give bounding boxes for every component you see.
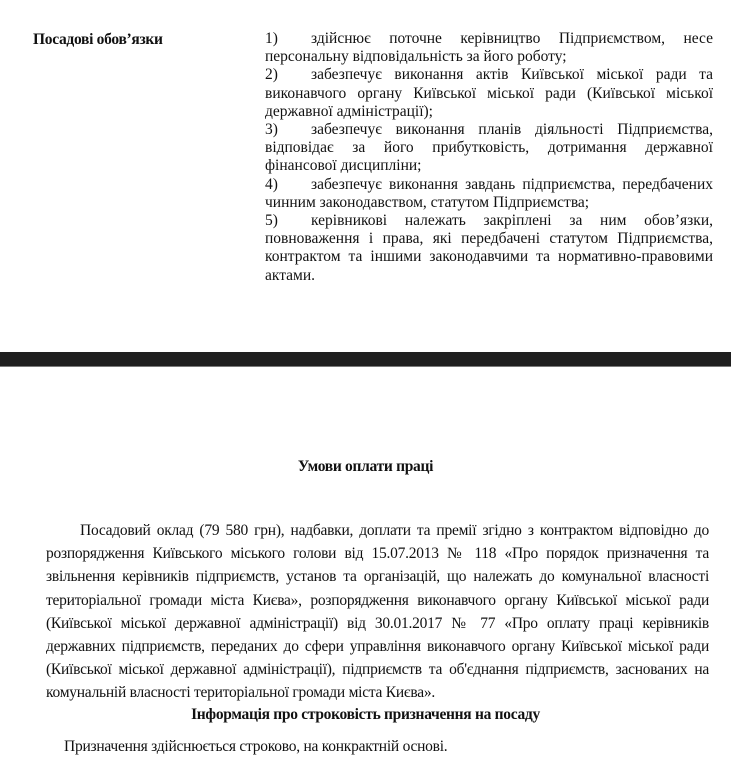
pay-conditions-paragraph: Посадовий оклад (79 580 грн), надбавки, доплати та премії згідно з контрактом відповідно до розпорядження Київського міського голови від 15.07.2013 № 118 «Про порядок призначення та звільнення керівників підприємств, установ та організацій, що належать до комунальної власності територіальної громади міста Києва», розпорядження виконавчого органу Київської міської ради (Київської міської державної адміністрації) від 30.01.2017 № 77 «Про оплату праці керівників державних підприємств, переданих до сфери управління виконавчого органу Київської міської ради (Київської міської державної адміністрації), підприємств та об'єднання підприємств, заснованих на комунальній власності територіальної громади міста Києва». — [46, 522, 709, 702]
duty-item — [265, 30, 713, 66]
duty-item — [265, 66, 713, 121]
duty-text: забезпечує виконання планів діяльності Підприємства, відповідає за його прибутковість, дотримання державної фінансової дисципліни; — [265, 121, 713, 175]
pay-conditions-title: Умови оплати праці — [297, 458, 434, 475]
duty-number: 1) — [265, 30, 278, 47]
duty-text: забезпечує виконання завдань підприємства, передбачених чинним законодавством, статутом Підприємства; — [265, 175, 713, 211]
duty-number: 4) — [265, 175, 278, 193]
duty-text: здійснює поточне керівництво Підприємством, несе персональну відповідальність за його роботу; — [265, 30, 713, 66]
duty-number: 3) — [265, 121, 278, 139]
duty-number: 5) — [265, 212, 278, 230]
document-page-top — [0, 0, 731, 352]
duty-item — [265, 212, 713, 285]
duties-label: Посадові обов’язки — [33, 31, 163, 48]
duty-text: керівникові належать закріплені за ним обов’язки, повноваження і права, які передбачені статутом Підприємства, контрактом та іншими законодавчими та нормативно-правовими актами. — [265, 212, 713, 284]
duty-number: 2) — [265, 66, 278, 84]
duty-text: забезпечує виконання актів Київської міської ради та виконавчого органу Київської міської ради (Київської міської державної адміністрації); — [265, 66, 713, 120]
duty-item — [265, 121, 713, 176]
appointment-term-text: Призначення здійснюється строково, на конкрактній основі. — [64, 738, 448, 755]
appointment-term-title: Інформація про строковість призначення на посаду — [191, 706, 540, 723]
page-break-separator — [0, 352, 731, 367]
duties-list — [265, 30, 713, 285]
duty-item — [265, 176, 713, 212]
